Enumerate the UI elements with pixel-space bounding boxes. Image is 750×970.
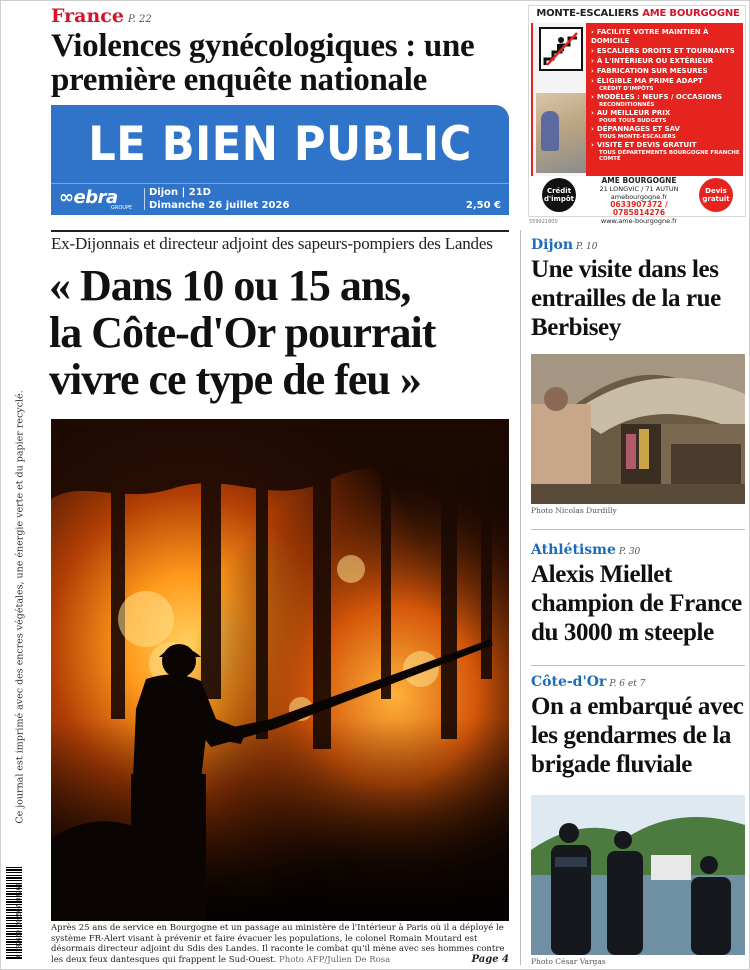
advert-feature-subtext: CRÉDIT D'IMPÔTS (599, 86, 654, 92)
top-teaser-page: P. 22 (127, 14, 152, 25)
advert-feature-subtext: RECONDITIONNÉS (599, 102, 655, 108)
main-photo-caption (51, 923, 509, 965)
advert-photo-panel (533, 23, 588, 176)
barcode (6, 867, 28, 959)
advert-feature-text: À L'INTÉRIEUR OU EXTÉRIEUR (596, 57, 714, 65)
advert-code: 559921800 (529, 219, 558, 225)
issue-date: Dimanche 26 juillet 2026 (149, 200, 290, 211)
ebra-logo-sub: GROUPE (111, 205, 133, 211)
advert-feature-item (591, 67, 741, 76)
firefighter-photo[interactable] (51, 419, 509, 921)
advert-feature-text: ESCALIERS DROITS ET TOURNANTS (596, 47, 735, 55)
right-story-rubric (531, 542, 747, 558)
right-story-title: Une visite dans les entrailles de la rue Berbisey (531, 256, 721, 341)
eco-print-note (7, 387, 33, 827)
advert-contact-email: amebourgogne.fr (610, 193, 668, 201)
advert-red-panel (531, 23, 743, 176)
advert-feature-item (591, 28, 741, 46)
advert-feature-item (591, 141, 741, 162)
masthead (51, 105, 509, 215)
top-teaser[interactable] (51, 5, 511, 97)
masthead-separator (144, 188, 145, 210)
advert-contact-address: 21 LONGVIC / 71 AUTUN (599, 185, 679, 193)
advert-feature-item (591, 57, 741, 66)
masthead-divider (51, 183, 509, 184)
advert-header (529, 8, 747, 19)
right-story-rubric-label: Athlétisme (531, 542, 616, 558)
gendarmes-boat-photo (531, 795, 745, 955)
right-story-athletisme[interactable] (531, 542, 747, 647)
right-story-title: Alexis Miellet champion de France du 3000 m steeple (531, 561, 742, 646)
top-teaser-title: Violences gynécologiques : une première enquête nationale (51, 28, 475, 98)
main-title-line: « Dans 10 ou 15 ans, (49, 261, 411, 310)
stairlift-icon (539, 27, 583, 71)
main-rule (51, 230, 509, 232)
right-story-rubric-label: Côte-d'Or (531, 674, 607, 690)
right-story-credit: Photo César Vargas (531, 957, 606, 966)
advert-contact-web: www.ame-bourgogne.fr (600, 217, 678, 225)
advert-feature-item (591, 125, 741, 140)
advert-feature-item (591, 93, 741, 108)
advert-feature-text: ÉLIGIBLE MA PRIME ADAPT (596, 77, 703, 85)
main-page-ref[interactable]: Page 4 (471, 953, 509, 965)
barcode-number: 3 782630 602507 07260 (15, 883, 23, 959)
top-teaser-rubric (51, 5, 511, 27)
advert-feature-item (591, 47, 741, 56)
advert-contact-phones: 0633907372 / 0785814276 (610, 200, 668, 217)
advert-feature-item (591, 77, 741, 92)
right-separator (531, 529, 745, 530)
advert-feature-text: DÉPANNAGES ET SAV (596, 125, 680, 133)
main-caption-text: Après 25 ans de service en Bourgogne et un passage au ministère de l'Intérieur à Paris où il a déployé le système FR-Alert visant à prévenir et faire évacuer les populations, le colonel Romain Moutard est désormais directeur adjoint du Sdis des Landes. Il raconte le combat qu'il mène avec ses hommes contre les deux feux dantesques qui frappent le Sud-Ouest. (51, 923, 505, 965)
column-divider (520, 230, 521, 965)
advert-feature-subtext: TOUS MONTE-ESCALIERS (599, 134, 676, 140)
main-title-line: la Côte-d'Or pourrait (49, 308, 436, 357)
issue-price: 2,50 € (465, 200, 501, 211)
advert-feature-subtext: TOUS DÉPARTEMENTS BOURGOGNE FRANCHE COMTÉ (599, 150, 740, 162)
main-story-title[interactable] (49, 262, 517, 403)
main-photo-credit: Photo AFP/Julien De Rosa (279, 954, 391, 965)
right-story-dijon[interactable] (531, 237, 747, 515)
edition-label: Dijon | 21D (149, 187, 211, 198)
right-separator (531, 665, 745, 666)
advert-header-prefix: MONTE-ESCALIERS (536, 8, 639, 19)
right-story-page: P. 6 et 7 (609, 679, 646, 689)
right-story-page: P. 10 (576, 242, 598, 252)
eco-print-note-text: Ce journal est imprimé avec des encres végétales, une énergie verte et du papier recyclé. (14, 390, 26, 824)
main-story-kicker: Ex-Dijonnais et directeur adjoint des sapeurs-pompiers des Landes (51, 234, 493, 253)
right-story-title: On a embarqué avec les gendarmes de la brigade fluviale (531, 693, 744, 778)
ebra-logo: ∞ebra (59, 187, 118, 208)
ebra-logo-text: ebra (73, 187, 118, 208)
right-story-credit: Photo Nicolas Durdilly (531, 506, 617, 515)
advert-feature-text: VISITE ET DEVIS GRATUIT (596, 141, 697, 149)
free-quote-badge: Devis gratuit (699, 178, 733, 212)
advert-feature-subtext: POUR TOUS BUDGETS (599, 118, 667, 124)
seated-person-figure (541, 111, 559, 151)
advert-features-list (591, 28, 741, 163)
advert-feature-text: FABRICATION SUR MESURES (596, 67, 708, 75)
advert-contact-name: AME BOURGOGNE (601, 176, 677, 185)
right-story-page: P. 30 (618, 547, 641, 557)
right-story-rubric (531, 237, 747, 253)
cellar-photo (531, 354, 745, 504)
advert-feature-text: FACILITE VOTRE MAINTIEN À DOMICILE (591, 28, 709, 45)
masthead-logo: LE BIEN PUBLIC (88, 117, 472, 172)
top-teaser-rubric-label: France (51, 5, 124, 27)
advert-contact (584, 177, 694, 225)
right-story-cote-dor[interactable] (531, 674, 747, 966)
right-story-rubric (531, 674, 747, 690)
advert-feature-item (591, 109, 741, 124)
advert-feature-text: MODÈLES : NEUFS / OCCASIONS (596, 93, 723, 101)
main-title-line: vivre ce type de feu » (49, 355, 421, 404)
advert-feature-text: AU MEILLEUR PRIX (596, 109, 671, 117)
tax-credit-badge: Crédit d'impôt (542, 178, 576, 212)
advert-header-brand: AME BOURGOGNE (642, 8, 740, 19)
right-story-rubric-label: Dijon (531, 237, 574, 253)
